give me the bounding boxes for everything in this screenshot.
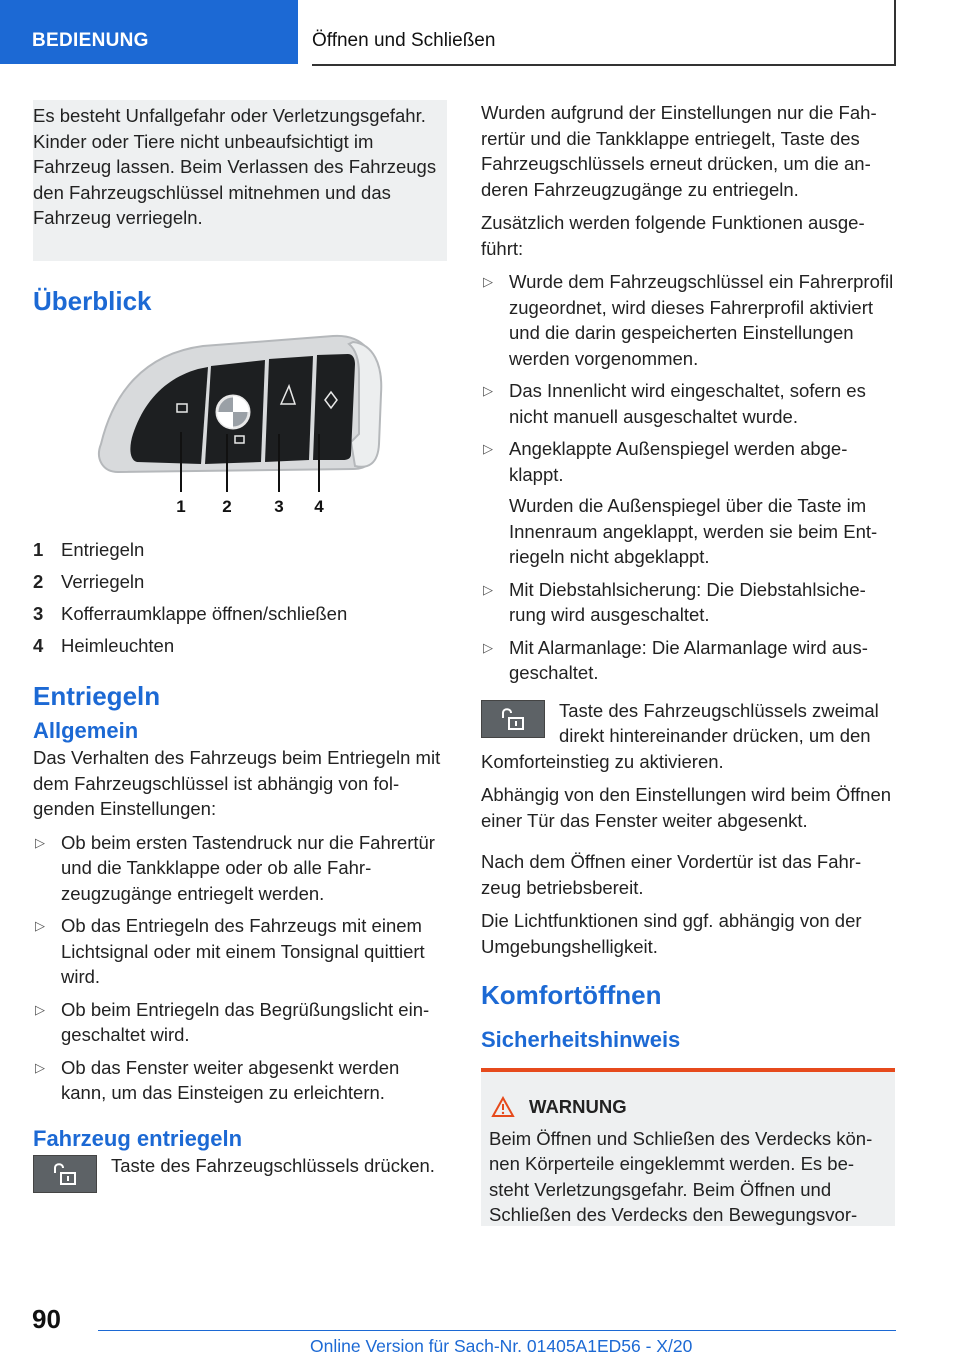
list-item: ▷ Ob beim ersten Tastendruck nur die Fahrertür und die Tankklappe oder ob alle Fahrzeugzugänge entriegelt werden. [35,831,435,904]
header-divider [894,0,896,66]
list-item: ▷ Ob das Fenster weiter abgesenkt werden kann, um das Einsteigen zu erleichtern. [35,1056,400,1103]
comfort-text: Taste des Fahrzeugschlüssels zweimal direkt hintereinander drücken, um den Komforteinstieg zu aktivieren. [481,699,879,772]
page-footer [0,1300,960,1362]
legend-label: Verriegeln [61,571,145,593]
warning-continuation-box [33,100,447,261]
paragraph: Zusätzlich werden folgende Funktionen ausgeführt: [481,212,865,259]
page-number: 90 [32,1304,61,1334]
list-item: ▷ Das Innenlicht wird eingeschaltet, sofern es nicht manuell ausgeschaltet wurde. [483,380,866,427]
legend-number: 1 [33,539,44,561]
triangle-bullet-icon: ▷ [483,383,493,398]
general-bullet-list [33,830,447,1106]
triangle-bullet-icon: ▷ [35,1059,45,1075]
legend-label: Kofferraumklappe öffnen/schließen [61,603,348,625]
legend-item [33,566,447,598]
paragraph: Die Lichtfunktionen sind ggf. abhängig von der Umgebungshelligkeit. [481,910,862,957]
functions-bullet-list [481,269,895,686]
figure-label-2: 2 [222,497,232,516]
legend-label: Entriegeln [61,539,145,561]
list-item: ▷ Ob das Entriegeln des Fahrzeugs mit einem Lichtsignal oder mit einem Tonsignal quittiert wird. [35,915,425,987]
warning-triangle-icon [491,1096,515,1118]
mirror-subnote: Wurden die Außenspiegel über die Taste im Innenraum angeklappt, werden sie beim Entriegeln nicht abgeklappt. [509,495,878,567]
online-version-text: Online Version für Sach-Nr. 01405A1ED56 - X/20 [310,1336,693,1356]
vehicle-unlock-instruction [33,1153,447,1179]
unlock-button-icon [481,700,545,738]
heading-comfort-open: Komfortöffnen [481,980,662,1010]
paragraph: Abhängig von den Einstellungen wird beim Öffnen einer Tür das Fenster weiter abgesenkt. [481,784,892,831]
legend-number: 3 [33,603,44,625]
unlock-button-icon [33,1155,97,1193]
triangle-bullet-icon: ▷ [483,274,493,289]
right-column [481,100,895,1226]
figure-label-4: 4 [314,497,324,516]
legend-label: Heimleuchten [61,635,175,657]
legend-item [33,598,447,630]
chapter-title: Öffnen und Schließen [312,30,496,51]
figure-label-3: 3 [274,497,284,516]
heading-general: Allgemein [33,717,139,743]
list-item: ▷ Wurde dem Fahrzeugschlüssel ein Fahrerprofil zugeordnet, wird dieses Fahrerprofil aktiviert und die darin gespeicherten Einstellungen werden vorgenommen. [483,271,894,369]
list-item: ▷ Angeklappte Außenspiegel werden abgeklappt. Wurden die Außenspiegel über die Taste im Innenraum angeklappt, werden sie beim Entriegeln nicht abgeklappt. [481,436,895,570]
warning-text: Beim Öffnen und Schließen des Verdecks können Körperteile eingeklemmt werden. Es besteht Verletzungsgefahr. Beim Öffnen und Schließen des Verdecks den Bewegungsvor- [489,1127,873,1225]
left-column [33,100,447,1197]
triangle-bullet-icon: ▷ [483,639,493,655]
figure-legend [33,534,447,662]
heading-overview: Überblick [33,285,152,316]
page-header [0,0,960,66]
heading-unlock: Entriegeln [33,681,161,711]
triangle-bullet-icon: ▷ [483,581,493,597]
legend-number: 4 [33,635,44,657]
triangle-bullet-icon: ▷ [35,834,45,850]
footer-rule [98,1330,896,1331]
triangle-bullet-icon: ▷ [483,441,493,456]
comfort-entry-instruction [481,698,895,775]
heading-safety: Sicherheitshinweis [481,1026,681,1052]
section-tab: BEDIENUNG [0,0,298,64]
note-text: Es besteht Unfallgefahr oder Verletzungsgefahr. Kinder oder Tiere nicht unbeaufsichtigt im Fahrzeug lassen. Beim Verlassen des Fahrzeugs den Fahrzeugschlüssel mitnehmen und das Fahrzeug verriegeln. [33,105,437,228]
warning-title: WARNUNG [489,1094,887,1120]
legend-number: 2 [33,571,44,593]
paragraph: Nach dem Öffnen einer Vordertür ist das Fahrzeug betriebsbereit. [481,851,862,898]
list-item: ▷ Ob beim Entriegeln das Begrüßungslicht eingeschaltet wird. [35,998,430,1045]
legend-item [33,534,447,566]
header-rule [312,64,896,66]
car-key-illustration [33,334,447,524]
list-item: ▷ Mit Diebstahlsicherung: Die Diebstahlsicherung wird ausgeschaltet. [483,578,866,625]
car-key-icon [33,334,447,524]
list-item: ▷ Mit Alarmanlage: Die Alarmanlage wird ausgeschaltet. [483,636,868,683]
warning-box [481,1068,895,1226]
heading-vehicle-unlock: Fahrzeug entriegeln [33,1125,243,1151]
legend-item [33,630,447,662]
paragraph: Wurden aufgrund der Einstellungen nur die Fahrertür und die Tankklappe entriegelt, Taste des Fahrzeugschlüssels erneut drücken, um die anderen Fahrzeugzugänge zu entriegeln. [481,102,877,200]
figure-label-1: 1 [176,497,186,516]
vehicle-unlock-text: Taste des Fahrzeugschlüssels drücken. [111,1155,435,1176]
triangle-bullet-icon: ▷ [35,1001,45,1017]
triangle-bullet-icon: ▷ [35,918,45,933]
general-text: Das Verhalten des Fahrzeugs beim Entriegeln mit dem Fahrzeugschlüssel ist abhängig von folgenden Einstellungen: [33,747,441,819]
